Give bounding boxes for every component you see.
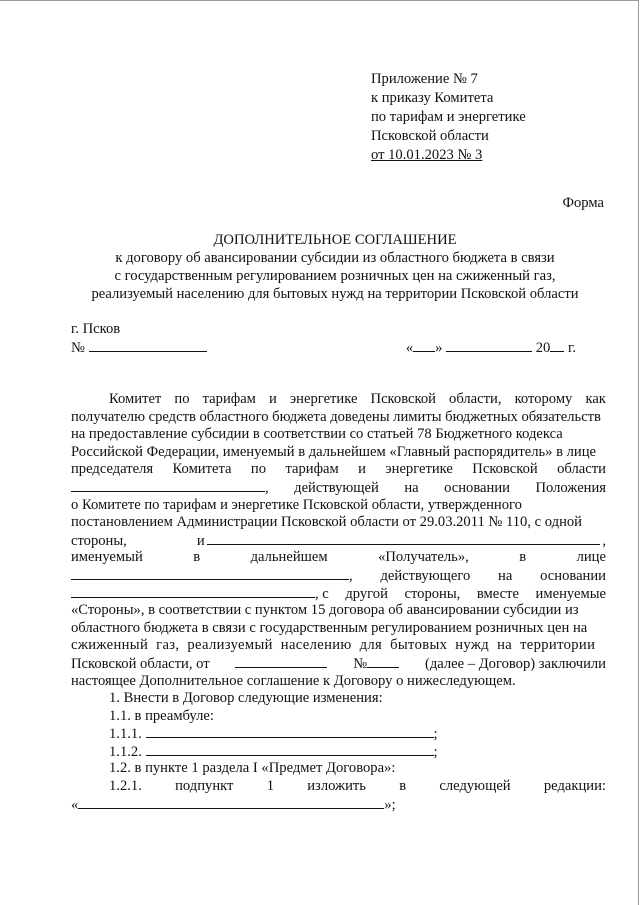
annex-line: Псковской области — [371, 128, 489, 144]
body-word: председателя — [71, 461, 154, 478]
body-line: на предоставление субсидии в соответствии со статьей 78 Бюджетного кодекса — [71, 426, 563, 443]
body-word: (далее – Договор) заключили — [425, 655, 606, 672]
year-suffix: г. — [568, 340, 576, 356]
quote-close: »; — [384, 796, 396, 813]
item-number: 1.1.2. — [109, 743, 142, 760]
body-word: в — [193, 549, 201, 566]
body-word: , с — [315, 585, 329, 602]
body-line: постановлением Администрации Псковской области от 29.03.2011 № 110, с одной — [71, 514, 582, 531]
body-line-with-blank — [71, 478, 606, 496]
item-1-1: 1.1. в преамбуле: — [109, 707, 214, 724]
month-blank[interactable] — [446, 338, 532, 352]
body-word: по — [174, 391, 190, 407]
body-text: сжиженный газ, реализуемый населению для бытовых нужд на территории — [71, 637, 596, 654]
body-line: о Комитете по тарифам и энергетике Псковской области, утвержденного — [71, 496, 522, 513]
document-title — [50, 231, 620, 303]
annex-line: по тарифам и энергетике — [371, 109, 526, 125]
annex-order-date: от 10.01.2023 № 3 — [371, 147, 483, 163]
city-label: г. Псков — [71, 321, 121, 337]
body-word: Комитет — [109, 391, 162, 407]
title-main: ДОПОЛНИТЕЛЬНОЕ СОГЛАШЕНИЕ — [213, 232, 457, 248]
page-border-top — [0, 0, 638, 1]
number-date-line — [71, 338, 576, 356]
day-blank[interactable] — [413, 338, 435, 352]
agreement-number — [71, 338, 207, 357]
body-word: в — [399, 778, 407, 795]
title-subline: с государственным регулированием розничных цен на сжиженный газ, — [114, 268, 556, 284]
body-word: которому — [514, 391, 573, 407]
body-line-with-blank — [71, 584, 606, 602]
recipient-name-blank[interactable] — [207, 531, 601, 545]
body-word: именуемые — [535, 585, 606, 602]
body-word: области — [557, 461, 606, 478]
date-quote-open: « — [405, 340, 414, 356]
quote-open: « — [71, 796, 79, 813]
year-prefix: 20 — [535, 340, 551, 356]
body-word: Псковской области, от — [71, 655, 210, 672]
item-end: ; — [433, 726, 438, 743]
contract-number-blank[interactable] — [367, 654, 399, 668]
body-line: получателю средств областного бюджета доведены лимиты бюджетных обязательств — [71, 408, 601, 425]
agreement-date — [406, 338, 576, 357]
annex-line: к приказу Комитета — [371, 90, 494, 106]
item-1-1-1 — [71, 724, 606, 742]
body-word: 1.2.1. — [109, 778, 142, 795]
body-line: «Стороны», в соответствии с пунктом 15 договора об авансировании субсидии из — [71, 602, 579, 619]
body-word: основании — [444, 479, 510, 496]
item-1-1-2-blank[interactable] — [146, 742, 434, 756]
body-word: в — [519, 549, 527, 566]
new-wording-blank[interactable] — [78, 795, 384, 809]
body-word: Комитета — [172, 461, 232, 478]
form-label: Форма — [562, 195, 604, 211]
body-word: энергетике — [289, 391, 358, 407]
body-word: 1 — [266, 778, 274, 795]
body-word: Положения — [535, 479, 606, 496]
body-word: основании — [540, 567, 606, 584]
body-word: как — [585, 391, 606, 407]
title-subline: реализуемый населению для бытовых нужд на территории Псковской области — [91, 286, 579, 302]
chairman-name-blank[interactable] — [71, 478, 265, 492]
item-1-2: 1.2. в пункте 1 раздела I «Предмет Договора»: — [109, 760, 396, 777]
year-blank[interactable] — [550, 338, 564, 352]
body-word: тарифам — [202, 391, 256, 407]
number-sign: № — [71, 340, 85, 356]
item-end: ; — [433, 743, 438, 760]
body-word: вместе — [476, 585, 519, 602]
recipient-rep-blank[interactable] — [71, 566, 349, 580]
body-word: редакции: — [543, 778, 606, 795]
agreement-body — [71, 390, 606, 812]
body-word: Псковской — [370, 391, 436, 407]
item-number: 1.1.1. — [109, 726, 142, 743]
body-word: на — [498, 567, 513, 584]
body-line — [71, 548, 606, 566]
body-word: дальнейшем — [250, 549, 328, 566]
body-word: лице — [576, 549, 606, 566]
body-line: настоящее Дополнительное соглашение к Договору о нижеследующем. — [71, 672, 516, 689]
body-word: и — [196, 532, 205, 549]
item-1: 1. Внести в Договор следующие изменения: — [109, 690, 383, 707]
body-word: «Получатель», — [378, 549, 469, 566]
body-word: и — [358, 461, 366, 478]
item-1-1-2 — [71, 742, 606, 760]
body-line-with-blank — [71, 531, 606, 549]
contract-number — [353, 654, 399, 673]
body-word: тарифам — [285, 461, 339, 478]
body-word: другой — [345, 585, 388, 602]
body-line-with-blank — [71, 566, 606, 584]
number-sign: № — [353, 655, 368, 672]
body-word: , — [349, 567, 353, 584]
body-line-words — [349, 567, 606, 585]
body-line — [71, 460, 606, 478]
body-line-with-blank — [71, 654, 606, 672]
body-word: области, — [449, 391, 502, 407]
body-word: именуемый — [71, 549, 143, 566]
page-border-right — [638, 0, 639, 905]
annex-line: Приложение № 7 — [371, 71, 478, 87]
body-word: стороны, — [71, 532, 127, 549]
body-line-words — [315, 585, 606, 603]
body-line: областного бюджета в связи с государственным регулированием розничных цен на — [71, 619, 588, 636]
body-word: изложить — [307, 778, 366, 795]
title-subline: к договору об авансировании субсидии из областного бюджета в связи — [115, 250, 555, 266]
body-word: по — [250, 461, 267, 478]
date-quote-close: » — [435, 340, 443, 356]
body-word: подпункт — [175, 778, 234, 795]
body-word: , — [602, 532, 606, 549]
body-word: следующей — [439, 778, 511, 795]
contract-date-blank[interactable] — [235, 654, 327, 668]
body-word: на — [404, 479, 419, 496]
item-1-1-1-blank[interactable] — [146, 724, 434, 738]
body-line: Российской Федерации, именуемый в дальнейшем «Главный распорядитель» в лице — [71, 443, 597, 460]
body-word: Псковской — [472, 461, 538, 478]
body-word: стороны, — [404, 585, 461, 602]
body-word: , — [265, 479, 269, 496]
body-line — [71, 636, 606, 654]
item-1-2-1 — [71, 777, 606, 795]
number-blank[interactable] — [89, 338, 207, 352]
body-line — [71, 390, 606, 408]
body-word: и — [269, 391, 277, 407]
recipient-basis-blank[interactable] — [71, 584, 315, 598]
body-word: энергетике — [385, 461, 453, 478]
body-word: действующей — [294, 479, 379, 496]
annex-header — [371, 70, 611, 165]
body-word: действующего — [380, 567, 471, 584]
new-wording-line — [71, 795, 606, 813]
body-line-words — [265, 479, 606, 497]
